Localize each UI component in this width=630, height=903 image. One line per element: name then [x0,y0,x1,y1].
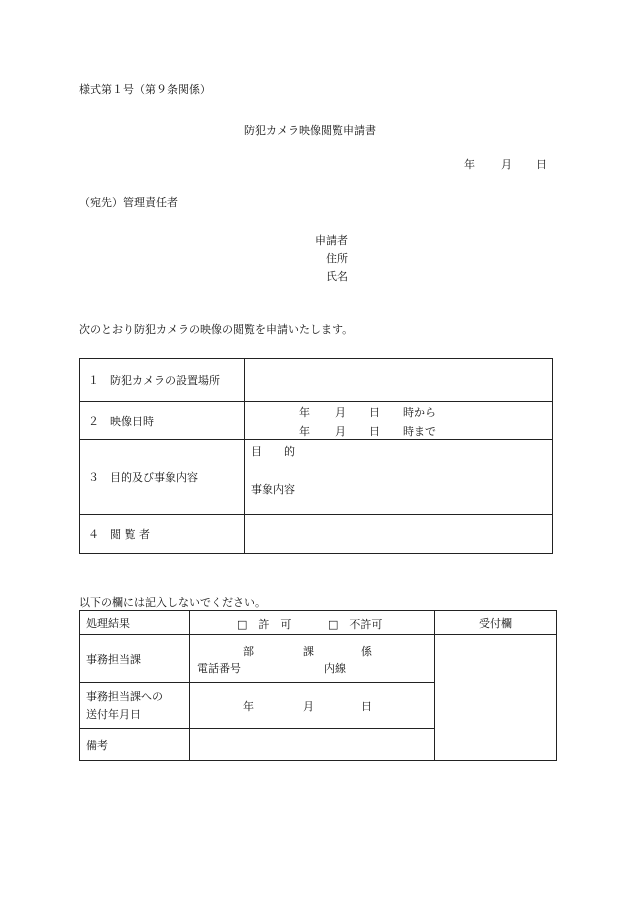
permit-checkbox[interactable]: □ 許 可 [237,618,292,631]
table-row [80,635,557,683]
viewer-label: ４ 閲 覧 者 [80,515,245,554]
purpose-label: ３ 目的及び事象内容 [80,440,245,515]
intro-text: 次のとおり防犯カメラの映像の閲覧を申請いたします。 [79,323,354,336]
form-number: 様式第１号（第９条関係） [79,83,211,96]
date-month: 月 [501,158,512,171]
date-day: 日 [536,158,547,171]
addressee: （宛先）管理責任者 [79,196,178,209]
table-row [80,402,553,440]
phone-label: 電話番号 [197,662,241,675]
table-row [80,611,557,635]
reception-field[interactable] [435,635,557,761]
table-row [80,359,553,402]
deny-checkbox[interactable]: □ 不許可 [328,618,383,631]
event-sublabel: 事象内容 [251,483,295,496]
remarks-field[interactable] [190,729,435,761]
dept-label: 事務担当課 [80,635,190,683]
result-label: 処理結果 [80,611,190,635]
remarks-label: 備考 [80,729,190,761]
document-title: 防犯カメラ映像閲覧申請書 [244,124,376,137]
send-date-field[interactable]: 年 月 日 [190,683,435,729]
reception-label: 受付欄 [435,611,557,635]
dept-field[interactable]: 部 課 係 電話番号 内線 [190,635,435,683]
purpose-sublabel: 目 的 [251,445,295,458]
camera-location-label: １ 防犯カメラの設置場所 [80,359,245,402]
result-options [190,611,435,635]
send-date-label: 事務担当課への 送付年月日 [80,683,190,729]
office-use-note: 以下の欄には記入しないでください。 [79,596,266,609]
viewer-field[interactable] [245,515,553,554]
video-datetime-label: ２ 映像日時 [80,402,245,440]
applicant-name-label: 氏名 [326,270,348,283]
applicant-label: 申請者 [315,234,348,247]
table-row [80,515,553,554]
office-use-table [79,610,557,761]
date-year: 年 [464,158,475,171]
table-row [80,440,553,515]
camera-location-field[interactable] [245,359,553,402]
application-table [79,358,553,554]
purpose-field[interactable] [245,440,553,515]
extension-label: 内線 [324,662,346,675]
applicant-address-label: 住所 [326,252,348,265]
video-datetime-field[interactable]: 年 月 日 時から 年 月 日 時まで [245,402,553,440]
